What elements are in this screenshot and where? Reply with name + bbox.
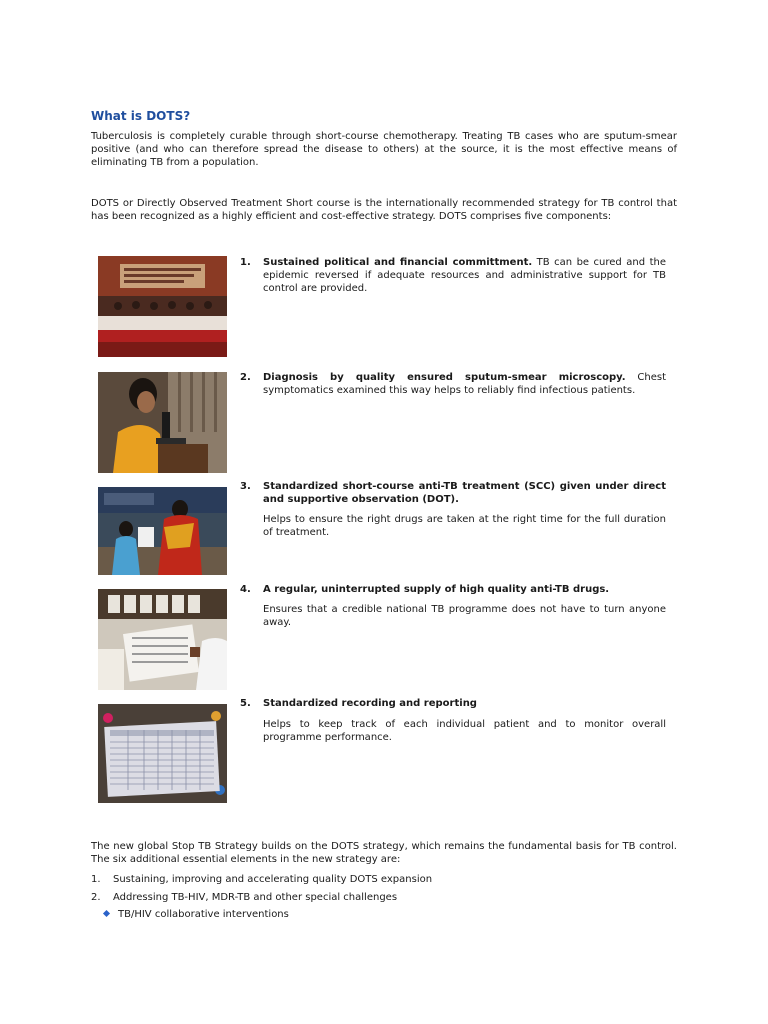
list-item-number: 1. xyxy=(91,874,101,885)
component-body: TB can be cured and the epidemic reversed if adequate resources and administrative support for TB control are provided. xyxy=(263,257,666,294)
component-number: 1. xyxy=(240,257,251,268)
component-heading: Sustained political and financial committment. xyxy=(263,257,533,268)
list-item xyxy=(91,873,432,886)
component-heading: Diagnosis by quality ensured sputum-smear microscopy. xyxy=(263,372,626,383)
list-item-label: Addressing TB-HIV, MDR-TB and other special challenges xyxy=(113,892,398,903)
component-detail: Ensures that a credible national TB programme does not have to turn anyone away. xyxy=(263,604,666,628)
strategy-intro-paragraph: The new global Stop TB Strategy builds on the DOTS strategy, which remains the fundamental basis for TB control. The six additional essential elements in the new strategy are: xyxy=(91,841,677,865)
component-heading-text: A regular, uninterrupted supply of high quality anti-TB drugs. xyxy=(263,584,610,595)
component-number: 4. xyxy=(240,584,251,595)
component-detail: Helps to ensure the right drugs are taken at the right time for the full duration of treatment. xyxy=(263,514,666,538)
sub-list-item-label: TB/HIV collaborative interventions xyxy=(118,909,289,920)
component-heading xyxy=(263,697,666,710)
component-2-text xyxy=(263,371,666,397)
list-item xyxy=(91,891,397,904)
list-item-number: 2. xyxy=(91,892,101,903)
recording-register-photo xyxy=(98,704,227,803)
component-heading xyxy=(263,480,666,506)
page-title: What is DOTS? xyxy=(91,109,191,123)
conference-photo xyxy=(98,256,227,357)
component-heading-text: Standardized recording and reporting xyxy=(263,698,477,709)
intro-paragraph: Tuberculosis is completely curable through short-course chemotherapy. Treating TB cases who are sputum-smear positive (and who can therefore spread the disease to others) at the source, it is the most effective means of eliminating TB from a population. xyxy=(91,131,677,168)
component-1-text xyxy=(263,256,666,295)
component-heading xyxy=(263,583,666,596)
component-number: 5. xyxy=(240,698,251,709)
dot-treatment-photo xyxy=(98,487,227,575)
sub-list-item xyxy=(104,908,289,921)
drug-supply-photo xyxy=(98,589,227,690)
microscopy-photo xyxy=(98,372,227,473)
list-item-label: Sustaining, improving and accelerating quality DOTS expansion xyxy=(113,874,433,885)
component-number: 3. xyxy=(240,481,251,492)
component-heading-text: Standardized short-course anti-TB treatment (SCC) given under direct and supportive observation (DOT). xyxy=(263,481,666,505)
component-number: 2. xyxy=(240,372,251,383)
component-body: Chest symptomatics examined this way helps to reliably find infectious patients. xyxy=(263,372,666,396)
dots-definition-paragraph: DOTS or Directly Observed Treatment Short course is the internationally recommended strategy for TB control that has been recognized as a highly efficient and cost-effective strategy. DOTS comprises five components: xyxy=(91,198,677,222)
diamond-bullet-icon xyxy=(103,910,110,917)
component-detail: Helps to keep track of each individual patient and to monitor overall programme performance. xyxy=(263,719,666,743)
